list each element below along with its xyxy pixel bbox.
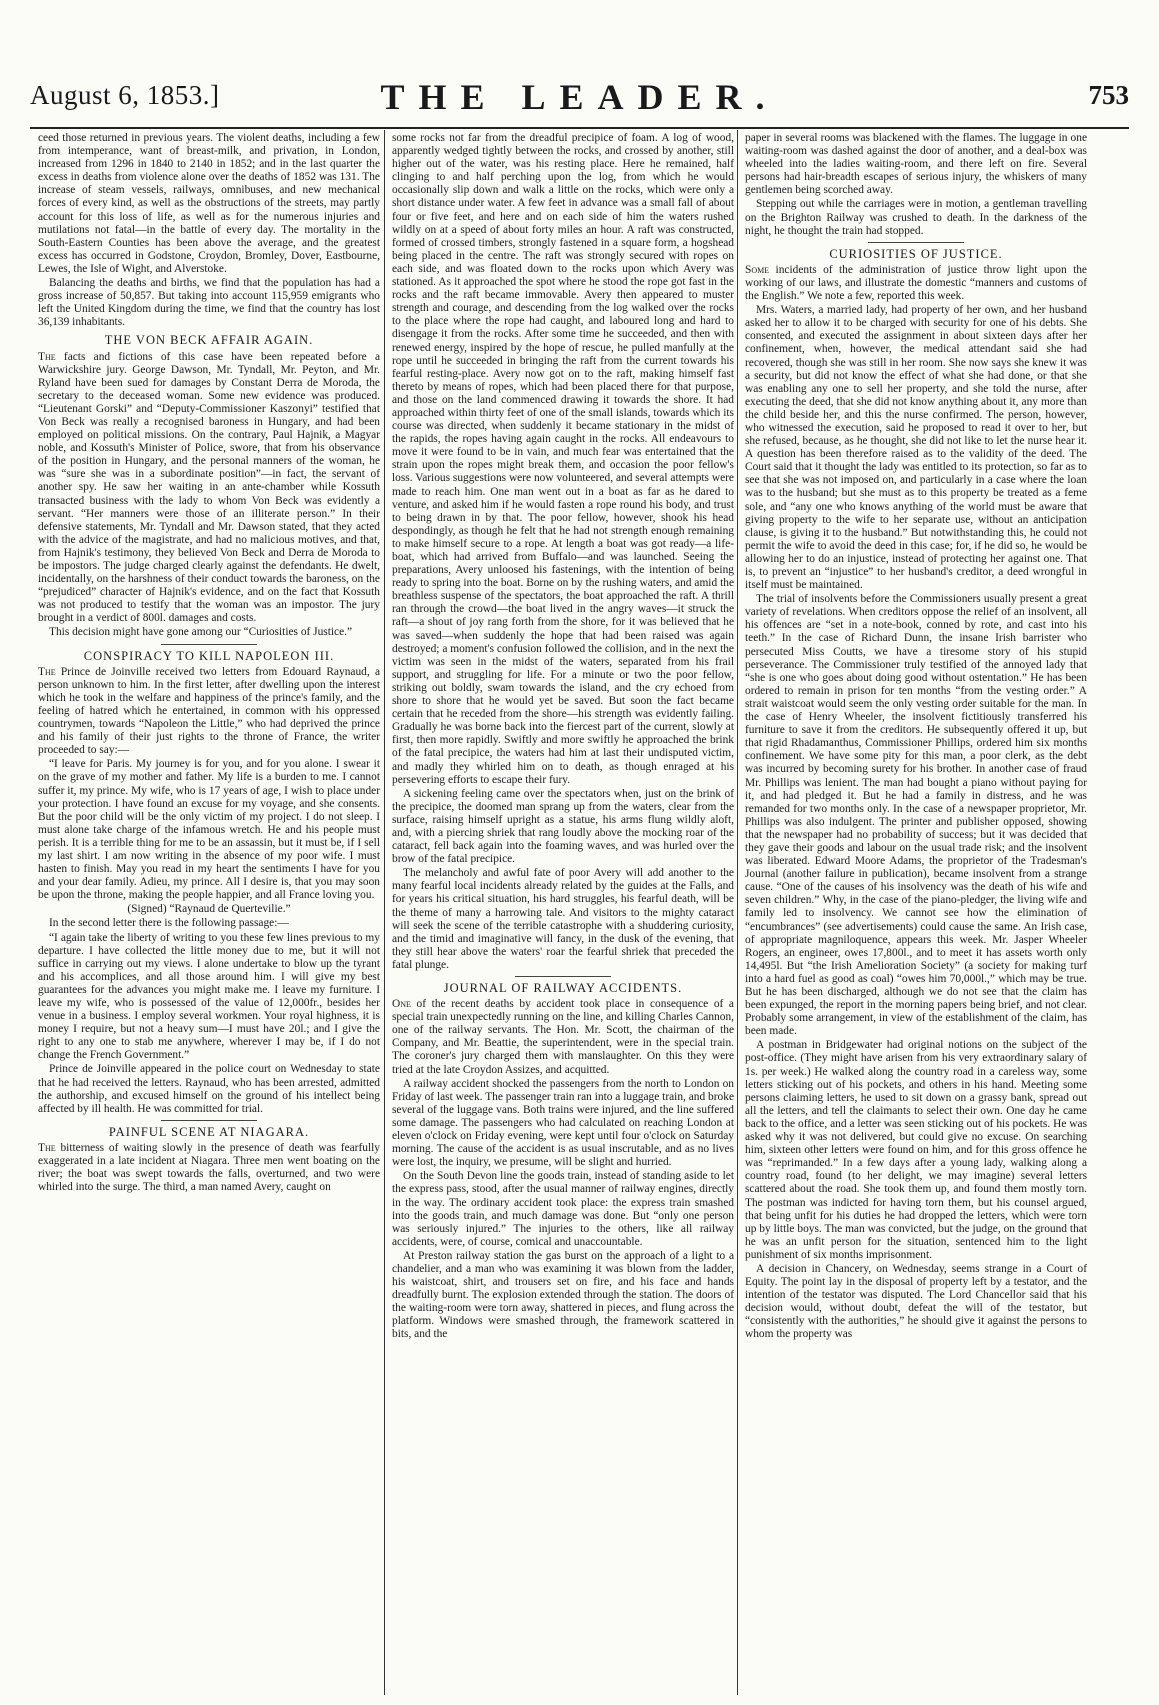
column-divider	[737, 130, 738, 1695]
masthead	[30, 77, 1129, 126]
lead-word: One	[392, 998, 411, 1011]
paragraph: some rocks not far from the dreadful precipice of foam. A log of wood, apparently wedged tightly between the rocks, and crossed by another, still higher out of the water, was his resting place. Here he remained, half clinging to and half perching upon the log, from which he would occasionally slip down and walk a little on the rocks, which were only a short distance under water. A few feet in advance was a small fall of about four or five feet, and here and on each side of him the waters rushed wildly on at a speed of about forty miles an hour. A raft was constructed, formed of crossed timbers, strongly fastened in a square form, a hogshead being placed in the centre. The raft was strongly secured with ropes on each side, and was floated down to the rocks upon which Avery was stationed. As it approached the spot where he stood the rope got fast in the rocks and the raft became immovable. Avery then appeared to muster strength and courage, and descending from the log walked over the rocks to the place where the rope had caught, and laboured long and hard to disengage it from the rocks. After some time he succeeded, and then with renewed energy, inspired by the hope of rescue, he pulled manfully at the rope until he succeeded in bringing the raft from the current towards his fearful resting-place. Avery now got on to the raft, making himself fast thereto by means of ropes, which had been placed there for that purpose, and those on the land commenced drawing it towards the shore. It had approached within thirty feet of one of the small islands, towards which its course was directed, when suddenly it became stationary in the midst of the rapids, the ropes having again caught in the rocks. All endeavours to move it were found to be in vain, and much fear was entertained that the strain upon the ropes might break them, and occasion the poor fellow's loss. Various suggestions were now volunteered, and several attempts were made to reach him. One man went out in a boat as far as he dared to venture, and asked him if he would fasten a rope round his body, and trust to being drawn in by that. The poor fellow, however, shook his head despondingly, as though he felt that he had not strength enough remaining to make himself secure to a rope. At length a boat was got ready—a life-boat, which had arrived from Buffalo—and was launched. Seeing the preparations, Avery unloosed his fastenings, with the intention of being ready to spring into the boat. Borne on by the rushing waters, and amid the breathless suspense of the spectators, the boat approached the raft. A thrill ran through the crowd—the boat lived in the angry waves—it struck the raft—a shout of joy rang forth from the shore, for it was believed that he was saved—when suddenly the hope that had been raised was again destroyed; a moment's confusion followed the collision, and in the next the victim was seen in the midst of the waters, separated from his frail support, and struggling for life. For a minute or two the poor fellow, striking out boldly, swam towards the island, and the cry echoed from shore to shore that he would yet be saved. But soon the fact became certain that he receded from the shore—his strength was evidently failing. Gradually he was borne back into the fiercest part of the current, slowly at first, then more rapidly. Swiftly and more swiftly he approached the brink of the fatal precipice, the waters had him at last their undisputed victim, and madly they whirled him on to death, as though enraged at his persevering efforts to escape their fury.	[392, 132, 734, 786]
paragraph: The melancholy and awful fate of poor Avery will add another to the many fearful local incidents already related by the guides at the Falls, and for years his critical situation, his hard struggles, his fearful death, will be the theme of many a harrowing tale. And visitors to the mighty cataract will seek the scene of the terrible catastrophe with a shuddering curiosity, and the timid and imaginative will fancy, in the dusk of the evening, that they still hear above the waters' roar the fearful shriek that preceded the fatal plunge.	[392, 867, 734, 971]
lead-word: The	[38, 350, 56, 363]
paragraph: “I again take the liberty of writing to you these few lines previous to my departure. I have collected the little money due to me, but it will not suffice in carrying out my views. I alone undertake to blow up the tyrant and his accomplices, and all those around him. I will give my best guarantees for the advances you might make me. I leave my furniture. I leave my wife, who is possessed of the value of 12,000fr., besides her venue in a business. I employ several workmen. Your royal highness, it is money I require, but not a heavy sum—I must have 20l.; and I give the right to any one to stab me anywhere, wherever I may be, if I do not change the French Government.”	[38, 931, 380, 1062]
paragraph-text: facts and fictions of this case have been repeated before a Warwickshire jury. George Dawson, Mr. Tyndall, Mr. Peyton, and Mr. Ryland have been sued for damages by Constant Derra de Moroda, the secretary to the deceased woman. Some new evidence was produced. “Lieutenant Gorski” and “Deputy-Commissioner Kaszonyi” testified that Von Beck was really a recognised baroness in Hungary, and had been employed on political missions. On the contrary, Paul Hajnik, a Magyar noble, and Kossuth's Minister of Police, swore, that from his observance of the position in Hungary, and the personal manners of the woman, he was “sure she was in a subordinate position”—in fact, the servant of another spy. He saw her waiting in an ante-chamber while Kossuth transacted business with the lady to whom Von Beck was evidently a servant. “Her manners were those of an illiterate person.” In their defensive statements, Mr. Tyndall and Mr. Dawson stated, that they acted with the advice of the magistrate, and had no malicious motives, and that, from Hajnik's testimony, they believed Von Beck and Derra de Moroda to be impostors. The judge charged clearly against the defendants. He dwelt, incidentally, on the harshness of their conduct towards the baroness, on the “prejudiced” character of Hajnik's evidence, and on the fact that Kossuth was not produced to testify that the woman was an impostor. The jury brought in a verdict of 800l. damages and costs.	[38, 350, 380, 625]
paragraph	[38, 1142, 380, 1194]
section-rule	[161, 1120, 257, 1121]
paragraph: At Preston railway station the gas burst on the approach of a light to a chandelier, and a man who was examining it was blown from the ladder, his waistcoat, shirt, and trousers set on fire, and his face and hands dreadfully burnt. The explosion extended through the station. The doors of the waiting-room were torn away, shattered in pieces, and flung across the platform. Windows were smashed through, the framework scattered in bits, and the	[392, 1249, 734, 1341]
headline-railway: JOURNAL OF RAILWAY ACCIDENTS.	[443, 981, 683, 995]
section-rule	[515, 976, 611, 977]
paragraph: Prince de Joinville appeared in the police court on Wednesday to state that he had received the letters. Raynaud, who has been arrested, admitted the authorship, and excused himself on the ground of his intellect being affected by ill health. He was committed for trial.	[38, 1063, 380, 1115]
paragraph: A railway accident shocked the passengers from the north to London on Friday of last week. The passenger train ran into a luggage train, and broke several of the luggage vans. Both trains were injured, and the line suffered some damage. The passengers who had calculated on reaching London at eleven o'clock on Friday evening, were kept until four o'clock on Saturday morning. The cause of the accident is as usual inscrutable, and as no lives were lost, the inquiry, we presume, will be slight and hurried.	[392, 1077, 734, 1169]
paragraph	[38, 666, 380, 758]
signature-line: (Signed) “Raynaud de Quertevilie.”	[127, 903, 291, 916]
newspaper-title: THE LEADER.	[380, 77, 779, 117]
paragraph-text: incidents of the administration of justice throw light upon the working of our laws, and illustrate the domestic “manners and customs of the English.” We note a few, reported this week.	[745, 263, 1087, 303]
issue-date: August 6, 1853.]	[30, 80, 220, 110]
headline-curiosities: CURIOSITIES OF JUSTICE.	[829, 246, 1003, 261]
paragraph: A decision in Chancery, on Wednesday, seems strange in a Court of Equity. The point lay in the disposal of property left by a testator, and the intention of the testator was disputed. The Lord Chancellor said that his decision would, without doubt, defeat the will of the testator, but “consistently with the authorities,” he should give it against the persons to whom the property was	[745, 1262, 1087, 1341]
paragraph-text: bitterness of waiting slowly in the presence of death was fearfully exaggerated in a late incident at Niagara. Three men went boating on the river; the boat was swept towards the falls, overturned, and two were whirled into the surge. The third, a man named Avery, caught on	[38, 1141, 380, 1194]
paragraph: Mrs. Waters, a married lady, had property of her own, and her husband asked her to allow it to be charged with security for one of his debts. She consented, and executed the assignment in about sixteen days after her confinement, when, however, the medical attendant said she had recovered, though she was still in her room. She now says she knew it was a security, but did not know the effect of what she had done, or that she was enabling any one to sell her property, and she told the nurse, after executing the deed, that she did not know anything about it, any more than the child beside her, and this the nurse confirmed. The person, however, who witnessed the execution, said he proposed to read it over to her, but she refused, because, as he thought, she did not like to let the nurse hear it. A question has been therefore raised as to the validity of the deed. The Court said that it thought the lady was entitled to its protection, so far as to see that she was not imposed on, and particularly in a case where the loan was to the husband; but she must as to this property be treated as a feme sole, and “any one who knows anything of the world must be aware that giving property to the wife to her separate use, without an anticipation clause, is giving it to the husband.” But notwithstanding this, he could not permit the wife to avoid the deed in this case; for, if he did so, he would be allowing her to do an injustice, instead of protecting her against one. That is, to prevent an “injustice” to her husband's creditor, a deed wrongful in itself must be maintained.	[745, 304, 1087, 592]
column-1	[38, 132, 380, 1692]
paragraph-text: Prince de Joinville received two letters from Edouard Raynaud, a person unknown to him. In the first letter, after dwelling upon the interest which he took in the welfare and happiness of the prince's family, and the feeling of hatred which he entertained, in common with his oppressed countrymen, towards “Napoleon the Little,” who had deprived the prince and his family of their just rights to the throne of France, the writer proceeded to say:—	[38, 665, 380, 757]
paragraph: “I leave for Paris. My journey is for you, and for you alone. I swear it on the grave of my mother and father. My life is a burden to me. I cannot suffer it, my prince. My wife, who is 17 years of age, I wish to place under your protection. I have found an excuse for my voyage, and she consents. But the poor child will be the only victim of my project. I do not sleep. I must alone take charge of the infamous wretch. He and his people must perish. It is a terrible thing for me to be an assassin, but it must be, if I sell my last shirt. I am now writing in the absence of my poor wife. I must hasten to finish. May you read in my heart the sentiments I have for you and your dear family. Adieu, my prince. All I desire is, that you may soon be upon the throne, making the people happier, and all France loving you.	[38, 758, 380, 902]
headline-niagara: PAINFUL SCENE AT NIAGARA.	[108, 1124, 310, 1139]
paragraph: Balancing the deaths and births, we find that the population has had a gross increase of 50,857. But taking into account 115,959 emigrants who left the United Kingdom during the time, we find that the country has lost 36,139 inhabitants.	[38, 277, 380, 329]
paragraph: ceed those returned in previous years. The violent deaths, including a few from intemperance, want of breast-milk, and privation, in London, increased from 1296 in 1840 to 2140 in 1852; and in the last quarter the excess in deaths from violence alone over the deaths of 1852 was 131. The increase of steam vessels, railways, omnibuses, and new mechanical forces of every kind, as well as the obstructions of the streets, may partly account for this loss of life, as well as for the numerous injuries and mutilations not fatal—in the battle of every day. The mortality in the South-Eastern Counties has been above the average, and the greatest excess has occurred in Godstone, Croydon, Bromley, Dover, Eastbourne, Lewes, the Isle of Wight, and Alverstoke.	[38, 132, 380, 275]
section-rule	[868, 242, 964, 243]
headline-napoleon: CONSPIRACY TO KILL NAPOLEON III.	[83, 648, 335, 663]
paragraph	[392, 998, 734, 1077]
lead-word: Some	[745, 263, 770, 276]
page-number: 753	[1088, 80, 1129, 110]
lead-word: The	[38, 1141, 56, 1154]
paragraph	[745, 264, 1087, 303]
column-2	[392, 132, 734, 1692]
paragraph-text: of the recent deaths by accident took place in consequence of a special train unexpectedly running on the line, and killing Charles Cannon, one of the railway servants. The Hon. Mr. Scott, the chairman of the Company, and Mr. Beattie, the superintendent, were in the special train. The coroner's jury charged them with manslaughter. On this they were tried at the late Croydon Assizes, and acquitted.	[392, 998, 734, 1076]
headline-von-beck: THE VON BECK AFFAIR AGAIN.	[104, 333, 314, 348]
column-3	[745, 132, 1087, 1692]
masthead-rule	[30, 127, 1129, 129]
paragraph: On the South Devon line the goods train, instead of standing aside to let the express pass, stood, after the usual manner of railway engines, directly in the way. The ordinary accident took place: the express train smashed into the goods train, and much damage was done. But “only one person was seriously injured.” The injuries to the others, like all railway accidents, were, of course, comical and unaccountable.	[392, 1170, 734, 1248]
paragraph	[38, 351, 380, 626]
paragraph: A postman in Bridgewater had original notions on the subject of the post-office. (They might have arisen from his very extraordinary salary of 1s. per week.) He walked along the country road in a careless way, some letters sticking out of his pockets, and others in his hand. Meeting some persons claiming letters, he used to sit down on a grassy bank, spread out all the letters, and tell the claimants to select their own. One day he came back to the office, and a letter was seen sticking out of his pockets. He was asked why it was not delivered, but could give no excuse. On searching him, sixteen other letters were found on him, and for this gross offence he was “reprimanded.” In a few days after a young lady, walking along a country road, found (to her delight, we may imagine) several letters scattered about the road. She took them up, and found them mostly torn. The postman was indicted for having torn them, but his counsel argued, that being unfit for his duties he had dropped the letters, which were torn up by little boys. The man was convicted, but the judge, on the ground that he was an unfit person for the situation, sentenced him to the light punishment of six months imprisonment.	[745, 1039, 1087, 1261]
paragraph: Stepping out while the carriages were in motion, a gentleman travelling on the Brighton Railway was crushed to death. In the darkness of the night, he thought the train had stopped.	[745, 198, 1087, 237]
paragraph: The trial of insolvents before the Commissioners usually present a great variety of revelations. When creditors oppose the relief of an insolvent, all his offences are “set in a note-book, conned by rote, and cast into his teeth.” In the case of Richard Dunn, the insane Irish barrister who persecuted Miss Coutts, we have a tiresome story of his stupid perseverance. The Commissioner truly testified of the annoyed lady that “she is one who goes about doing good without ostentation.” He has been ordered to remain in prison for ten months “from the vesting order.” A strait waistcoat would seem the only vesting order suitable for the man. In the case of Henry Wheeler, the insolvent fictitiously transferred his furniture to save it from the creditors. He subsequently offered it up, but that rigid Rhadamanthus, Commissioner Phillips, ordered him six months confinement. We have some pity for this man, a poor clerk, as the debt was incurred by becoming surety for his brother. In another case of fraud Mr. Phillips was lenient. The man had bought a piano without paying for it, and had pledged it. But he had a family in distress, and he was remanded for two months only. In the case of a newspaper proprietor, Mr. Phillips was also indulgent. The printer and publisher opposed, showing that the newspaper had no probability of success; but it was decided that they gave their goods and labour on the usual trade risk; and the insolvent was liberated. Edward Moore Adams, the proprietor of the Tradesman's Journal (another failure in publication), became insolvent from a strange cause. “One of the causes of his insolvency was the death of his wife and seven children.” Why, in the case of the piano-pledger, the living wife and family led to insolvency. We cannot see how the elimination of “encumbrances” (see advertisements) could cause the same. An Irish case, of appropriate magniloquence, appears this week. Mr. Jasper Wheeler Rogers, an engineer, owes 17,800l., and to meet it has assets worth only 14,495l. But “the Irish Amelioration Society” (a society for making turf into a hard fuel as good as coal) “owes him 70,000l.,” which may be true. But he has been discharged, although we do not see that the claim has been expunged, the report in the morning papers being brief, and not clear. Probably some arrangement, in view of the establishment of the claim, has been made.	[745, 593, 1087, 1038]
column-divider	[384, 130, 385, 1695]
paragraph: This decision might have gone among our “Curiosities of Justice.”	[49, 626, 353, 639]
lead-word: The	[38, 665, 56, 678]
section-rule	[161, 644, 257, 645]
paragraph: In the second letter there is the following passage:—	[49, 917, 289, 930]
paragraph: paper in several rooms was blackened with the flames. The luggage in one waiting-room was dashed against the door of another, and a deal-box was wheeled into the ladies waiting-room, and there left on fire. Several persons had hair-breadth escapes of serious injury, the whiskers of many gentlemen being scorched away.	[745, 132, 1087, 197]
paragraph: A sickening feeling came over the spectators when, just on the brink of the precipice, the doomed man sprang up from the waters, clear from the surface, raising himself upright as a statue, his arms flung wildly aloft, and, with a piercing shriek that rang loudly above the mocking roar of the cataract, fell back again into the foaming waves, and was hurled over the brow of the fatal precipice.	[392, 787, 734, 866]
